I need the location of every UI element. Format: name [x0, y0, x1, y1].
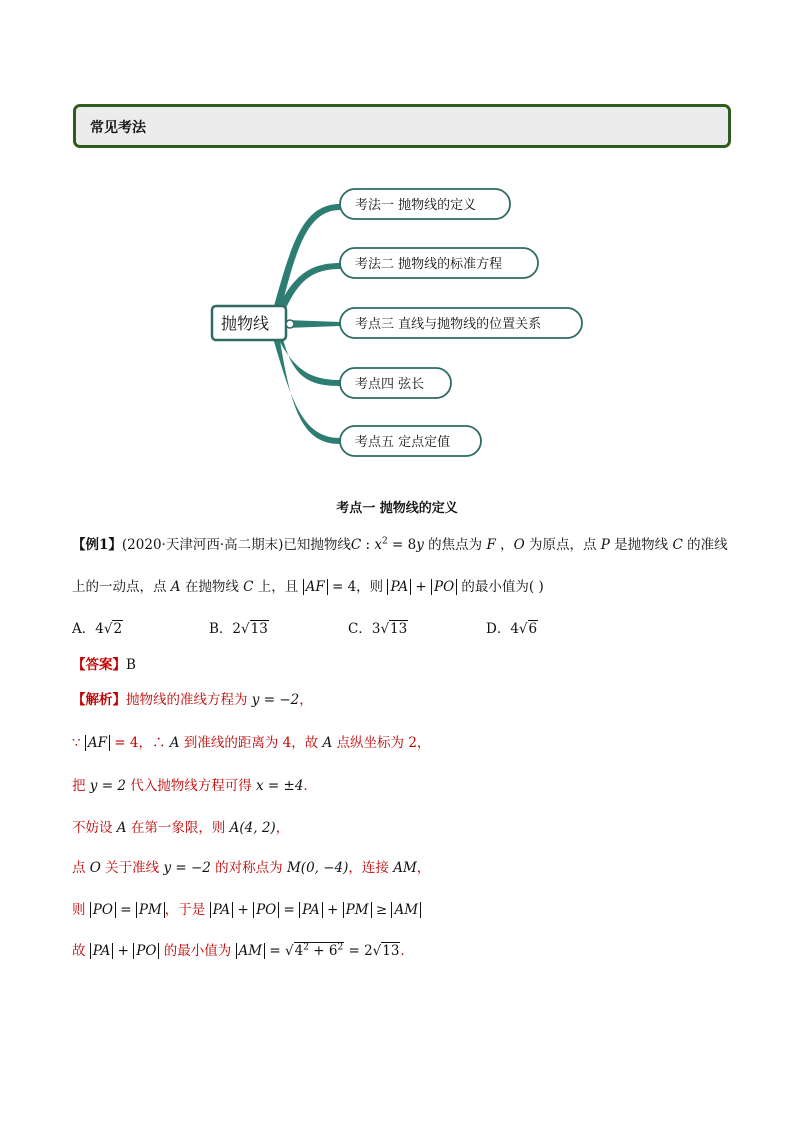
text: = 4，则: [327, 579, 388, 595]
math: A: [116, 820, 127, 836]
mind-map-node-5: [340, 426, 481, 456]
option-letter: C．: [348, 621, 372, 637]
math: ≥: [371, 902, 392, 918]
mind-map-node-1: [340, 189, 510, 219]
math: A(4, 2): [229, 820, 276, 836]
option-radicand: 13: [250, 621, 268, 637]
math: +: [233, 902, 254, 918]
sqrt-sign: √: [372, 943, 382, 959]
option-letter: B．: [209, 621, 233, 637]
option-radicand: 2: [113, 621, 123, 637]
analysis-line-7: [72, 939, 414, 959]
text: 的焦点为: [423, 537, 487, 553]
text: 在抛物线: [180, 579, 244, 595]
analysis-line-4: [72, 816, 289, 836]
question-line-2: [72, 575, 544, 595]
node-label-4: 考点四 弦长: [355, 377, 425, 392]
math: C: [672, 537, 683, 553]
option-coef: 4: [510, 621, 519, 637]
math: C: [243, 579, 254, 595]
mind-map: [0, 170, 794, 470]
mind-map-root: [212, 306, 294, 340]
analysis-line-6: [72, 898, 421, 918]
sqrt-sign: √: [285, 943, 294, 959]
text: 抛物线的准线方程为: [126, 692, 252, 708]
abs-value: PM: [343, 902, 372, 918]
math: y = 2: [89, 778, 126, 794]
section-banner: [73, 104, 731, 148]
abs-value: PO: [431, 579, 457, 595]
text: ．: [303, 778, 317, 794]
exponent: 2: [303, 942, 309, 953]
math: O: [513, 537, 525, 553]
math: P: [600, 537, 610, 553]
abs-value: PA: [210, 902, 234, 918]
math: y: [416, 537, 424, 553]
answer-tag: 【答案】: [72, 657, 126, 673]
math: 4: [294, 943, 304, 959]
text: 点: [72, 860, 90, 876]
math: F: [486, 537, 496, 553]
text: ，于是: [164, 902, 210, 918]
option-coef: 4: [95, 621, 104, 637]
node-label-5: 考点五 定点定值: [355, 435, 451, 450]
answer-line: [72, 653, 136, 673]
text: 上，且: [253, 579, 303, 595]
math: = 8: [387, 537, 417, 553]
text: 已知抛物线: [283, 537, 351, 553]
text: 的对称点为: [210, 860, 287, 876]
analysis-line-1: [72, 688, 313, 708]
example-source: (2020·天津河西·高二期末): [121, 537, 284, 553]
analysis-line-3: [72, 774, 317, 794]
math: x: [374, 537, 382, 553]
math: AM: [393, 860, 417, 876]
abs-value: PA: [299, 902, 323, 918]
sqrt-radicand: 13: [382, 943, 400, 959]
branch-5: [270, 328, 340, 444]
math: =: [115, 902, 136, 918]
abs-value: AM: [391, 902, 421, 918]
math: x = ±4: [256, 778, 304, 794]
mind-map-node-4: [340, 368, 451, 398]
option-letter: D．: [486, 621, 511, 637]
math: = 2: [344, 943, 373, 959]
text: = 4，∴: [110, 735, 170, 751]
math: C: [350, 537, 362, 553]
option-c: C．3√13: [348, 621, 408, 637]
text: 在第一象限，则: [126, 820, 230, 836]
abs-value: PO: [133, 943, 159, 959]
math: =: [279, 902, 300, 918]
text: ，连接: [348, 860, 394, 876]
analysis-line-5: [72, 856, 430, 876]
text: 为原点，点: [524, 537, 601, 553]
text: 的最小值为( ): [457, 579, 544, 595]
math: A: [169, 735, 180, 751]
text: :: [361, 537, 375, 553]
option-radicand: 6: [528, 621, 538, 637]
text: 不妨设: [72, 820, 117, 836]
banner-title: 常见考法: [90, 120, 146, 136]
sqrt-expression: [294, 942, 345, 959]
abs-value: PA: [387, 579, 411, 595]
option-letter: A．: [72, 621, 96, 637]
node-label-2: 考法二 抛物线的标准方程: [355, 257, 503, 272]
text: 则: [72, 902, 90, 918]
math: y = −2: [251, 692, 300, 708]
text: 的准线: [682, 537, 728, 553]
answer-value: B: [126, 657, 136, 673]
text: 的最小值为: [159, 943, 236, 959]
math: + 6: [308, 943, 338, 959]
abs-value: PM: [136, 902, 165, 918]
text: 上的一动点，点: [72, 579, 171, 595]
text: 关于准线: [100, 860, 164, 876]
abs-value: AF: [303, 579, 328, 595]
math: O: [89, 860, 101, 876]
option-a: A．4√2: [72, 621, 123, 637]
abs-value: PO: [253, 902, 279, 918]
option-coef: 2: [232, 621, 242, 637]
abs-value: AM: [236, 943, 266, 959]
text: 代入抛物线方程可得: [125, 778, 257, 794]
option-b: B．2√13: [209, 621, 268, 637]
example-tag: 【例1】: [72, 537, 122, 553]
abs-value: PO: [90, 902, 116, 918]
question-line-1: [72, 533, 728, 553]
math: A: [322, 735, 333, 751]
math: M(0, −4): [286, 860, 349, 876]
text: ，: [299, 692, 313, 708]
abs-value: PA: [90, 943, 114, 959]
section-heading: 考点一 抛物线的定义: [336, 501, 458, 516]
node-label-3: 考点三 直线与抛物线的位置关系: [355, 317, 542, 332]
math: A: [170, 579, 181, 595]
option-d: D．4√6: [486, 621, 538, 637]
root-label: 抛物线: [221, 314, 270, 333]
abs-value: AF: [85, 735, 110, 751]
math: +: [322, 902, 343, 918]
text: 把: [72, 778, 90, 794]
text: ，: [275, 820, 290, 836]
mind-map-node-3: [340, 308, 582, 338]
analysis-tag: 【解析】: [72, 692, 126, 708]
node-label-1: 考法一 抛物线的定义: [355, 198, 477, 213]
text: ，: [495, 537, 514, 553]
text: ．: [400, 943, 414, 959]
text: ，: [416, 860, 431, 876]
option-coef: 3: [371, 621, 381, 637]
text: 点纵坐标为 2，: [332, 735, 431, 751]
exponent: 2: [382, 536, 388, 547]
math: =: [265, 943, 286, 959]
text: 故: [72, 943, 90, 959]
text: 是抛物线: [609, 537, 673, 553]
math: y = −2: [163, 860, 211, 876]
text: ∵: [72, 735, 85, 751]
math: +: [113, 943, 134, 959]
mind-map-node-2: [340, 248, 538, 278]
math: +: [411, 579, 431, 595]
option-radicand: 13: [390, 621, 408, 637]
analysis-line-2: [72, 731, 430, 751]
exponent: 2: [337, 942, 344, 953]
text: 到准线的距离为 4，故: [179, 735, 323, 751]
